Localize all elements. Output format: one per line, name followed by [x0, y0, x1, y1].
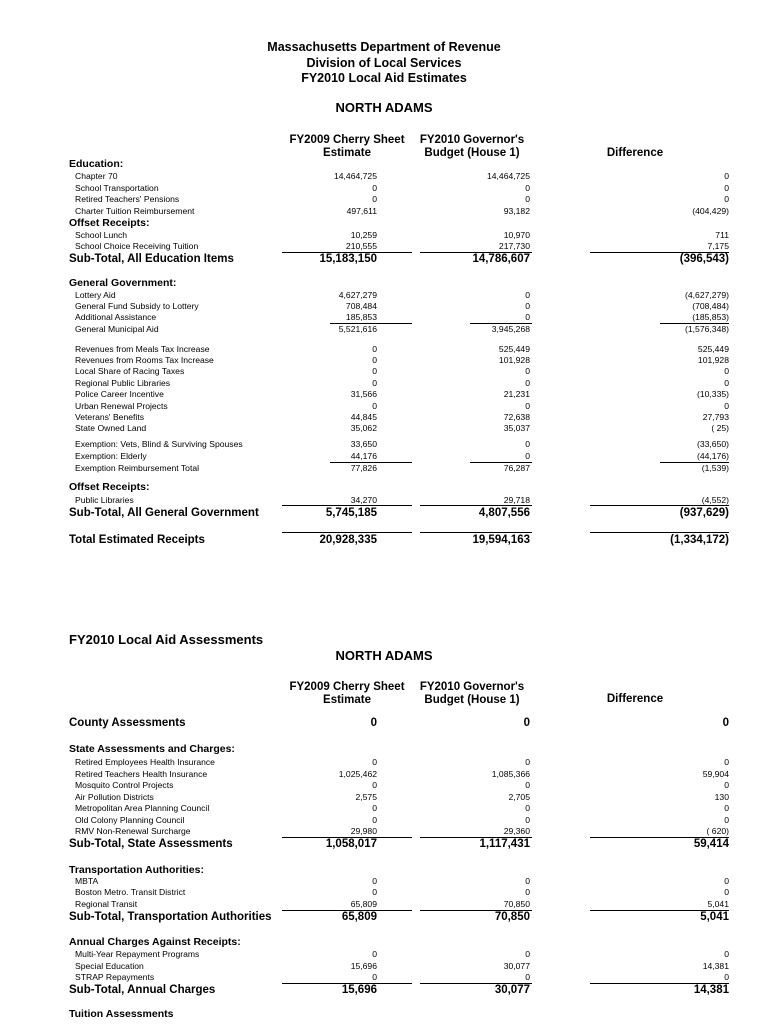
table-row: Mosquito Control Projects 0 0 0: [75, 780, 729, 790]
table-row: Metropolitan Area Planning Council 0 0 0: [75, 803, 729, 813]
table-row: Old Colony Planning Council 0 0 0: [75, 815, 729, 825]
town-name: NORTH ADAMS: [335, 100, 433, 115]
table-row: Retired Teachers' Pensions 0 0 0: [75, 194, 729, 204]
table-row: Air Pollution Districts 2,575 2,705 130: [75, 792, 729, 802]
subtotal-row: Sub-Total, All Education Items 15,183,150 14,786,607 (396,543): [69, 253, 729, 265]
agency-name: Massachusetts Department of Revenue: [267, 40, 501, 54]
table-row: School Transportation 0 0 0: [75, 183, 729, 193]
subtotal-row: Sub-Total, Annual Charges 15,696 30,077 14,381: [69, 984, 729, 996]
section-heading: Offset Receipts:: [69, 217, 150, 229]
section-heading: Annual Charges Against Receipts:: [69, 936, 241, 948]
table-row: Retired Employees Health Insurance 0 0 0: [75, 757, 729, 767]
table-row: School Lunch 10,259 10,970 711: [75, 230, 729, 240]
section-heading: State Assessments and Charges:: [69, 743, 235, 755]
section-heading: General Government:: [69, 277, 177, 289]
column-header-fy2010: FY2010 Governor's Budget (House 1): [419, 134, 525, 159]
column-header-fy2009: FY2009 Cherry Sheet Estimate: [289, 134, 405, 159]
table-row: General Fund Subsidy to Lottery 708,484 0 (708,484): [75, 301, 729, 311]
town-name: NORTH ADAMS: [335, 648, 433, 663]
table-row: Regional Public Libraries 0 0 0: [75, 378, 729, 388]
column-header-difference: Difference: [606, 693, 664, 705]
report-header: [0, 40, 768, 87]
section-heading: Tuition Assessments: [69, 1008, 174, 1020]
table-row: Police Career Incentive 31,566 21,231 (10,335): [75, 389, 729, 399]
column-header-fy2009: FY2009 Cherry Sheet Estimate: [289, 681, 405, 706]
table-row: Retired Teachers Health Insurance 1,025,462 1,085,366 59,904: [75, 769, 729, 779]
column-header-difference: Difference: [606, 147, 664, 159]
table-row: Urban Renewal Projects 0 0 0: [75, 401, 729, 411]
column-header-fy2010: FY2010 Governor's Budget (House 1): [419, 681, 525, 706]
table-row: Exemption: Elderly 44,176 0 (44,176): [75, 451, 729, 461]
table-row: School Choice Receiving Tuition 210,555 217,730 7,175: [75, 241, 729, 251]
table-row: Charter Tuition Reimbursement 497,611 93,182 (404,429): [75, 206, 729, 216]
section-heading: Education:: [69, 158, 124, 170]
subtotal-row: Sub-Total, All General Government 5,745,185 4,807,556 (937,629): [69, 507, 729, 519]
table-row: Exemption Reimbursement Total 77,826 76,287 (1,539): [75, 463, 729, 473]
table-row: County Assessments 0 0 0: [69, 717, 729, 729]
table-row: Special Education 15,696 30,077 14,381: [75, 961, 729, 971]
table-row: Additional Assistance 185,853 0 (185,853): [75, 312, 729, 322]
total-row: Total Estimated Receipts 20,928,335 19,594,163 (1,334,172): [69, 534, 729, 546]
table-row: Revenues from Meals Tax Increase 0 525,449 525,449: [75, 344, 729, 354]
table-row: Multi-Year Repayment Programs 0 0 0: [75, 949, 729, 959]
table-row: MBTA 0 0 0: [75, 876, 729, 886]
table-row: Boston Metro. Transit District 0 0 0: [75, 887, 729, 897]
table-row: Public Libraries 34,270 29,718 (4,552): [75, 495, 729, 505]
subtotal-row: Sub-Total, Transportation Authorities 65,809 70,850 5,041: [69, 911, 729, 923]
division-name: Division of Local Services: [306, 55, 462, 70]
table-row: Veterans' Benefits 44,845 72,638 27,793: [75, 412, 729, 422]
table-row: General Municipal Aid 5,521,616 3,945,268 (1,576,348): [75, 324, 729, 334]
table-row: State Owned Land 35,062 35,037 ( 25): [75, 423, 729, 433]
table-row: Local Share of Racing Taxes 0 0 0: [75, 366, 729, 376]
assessments-title: FY2010 Local Aid Assessments: [69, 632, 264, 647]
report-title: FY2010 Local Aid Estimates: [301, 71, 467, 85]
table-row: Revenues from Rooms Tax Increase 0 101,928 101,928: [75, 355, 729, 365]
table-row: Regional Transit 65,809 70,850 5,041: [75, 899, 729, 909]
table-row: STRAP Repayments 0 0 0: [75, 972, 729, 982]
table-row: Chapter 70 14,464,725 14,464,725 0: [75, 171, 729, 181]
section-heading: Transportation Authorities:: [69, 864, 204, 876]
table-row: Exemption: Vets, Blind & Surviving Spouses 33,650 0 (33,650): [75, 439, 729, 449]
subtotal-row: Sub-Total, State Assessments 1,058,017 1,117,431 59,414: [69, 838, 729, 850]
table-row: RMV Non-Renewal Surcharge 29,980 29,360 ( 620): [75, 826, 729, 836]
table-row: Lottery Aid 4,627,279 0 (4,627,279): [75, 290, 729, 300]
section-heading: Offset Receipts:: [69, 481, 150, 493]
